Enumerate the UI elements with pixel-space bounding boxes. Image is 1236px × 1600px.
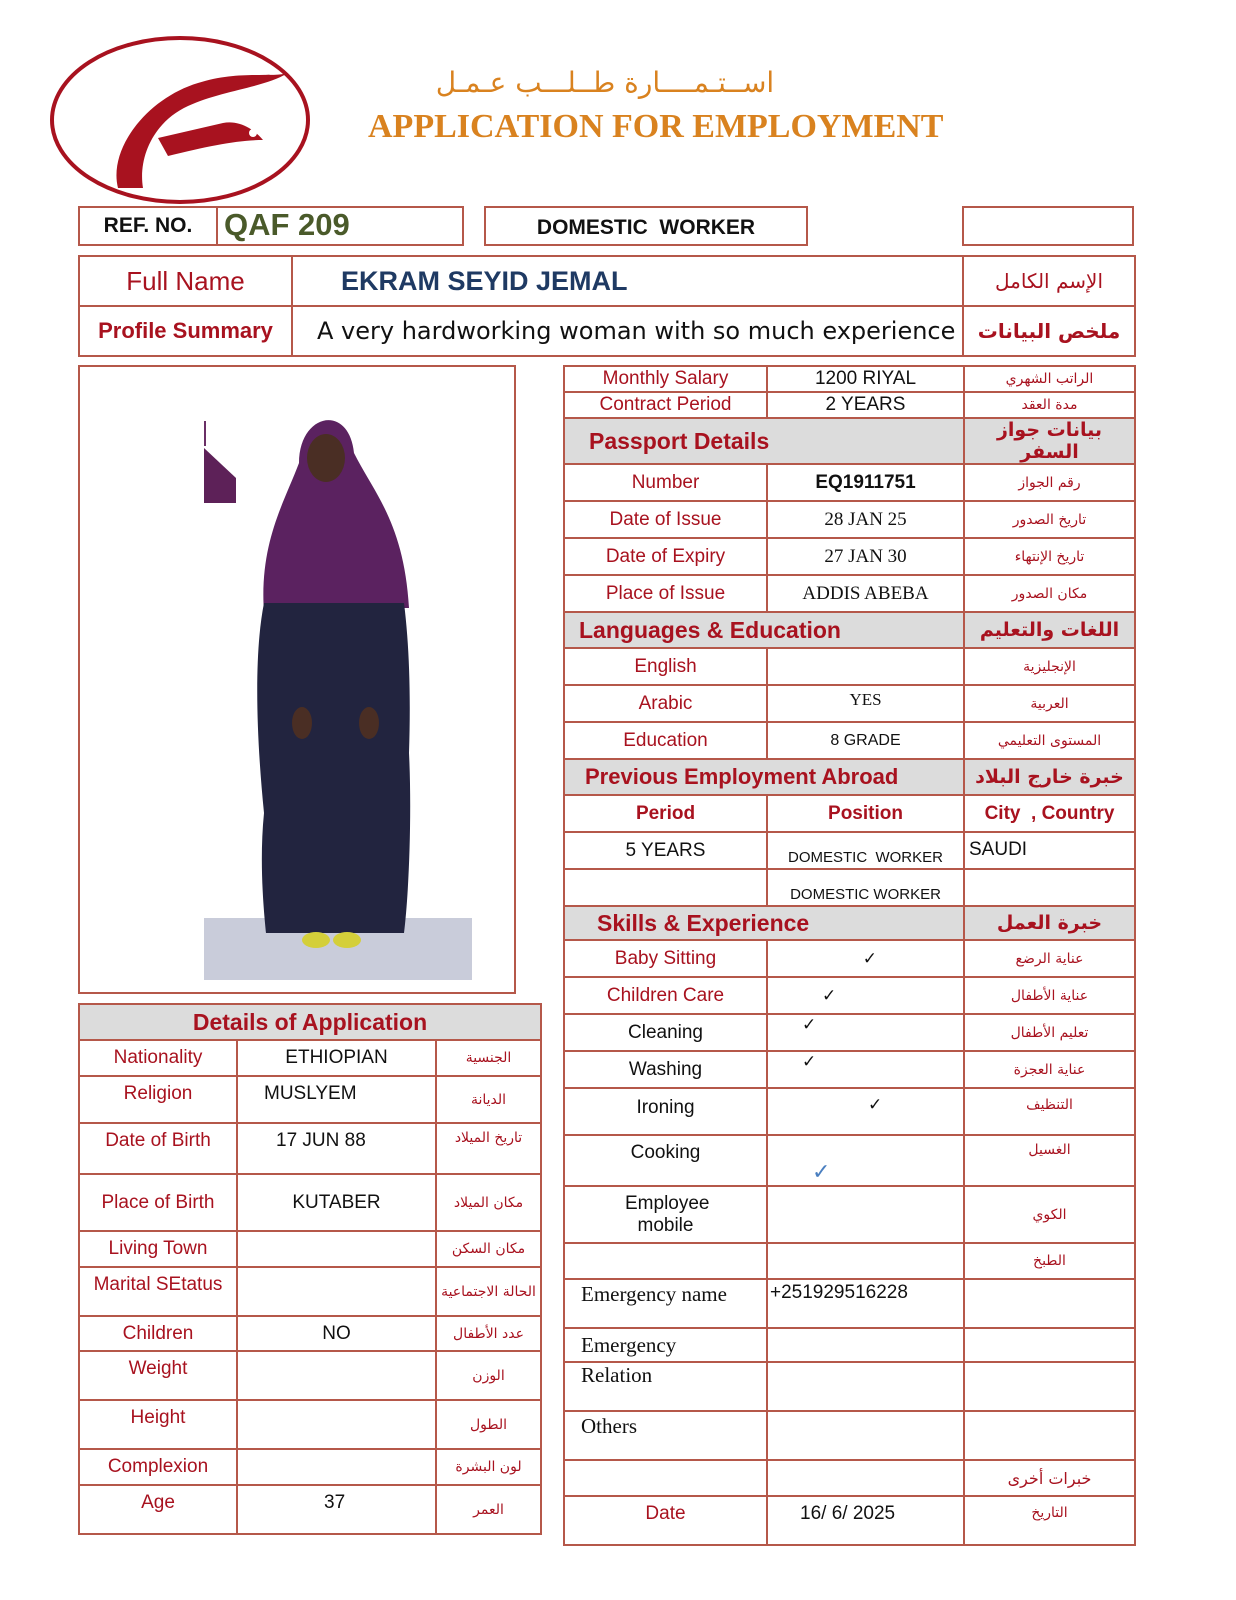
empty-box: [962, 206, 1134, 246]
weight-label: Weight: [79, 1351, 237, 1400]
passport-number-label: Number: [564, 464, 767, 501]
expiry-date-ar: تاريخ الإنتهاء: [964, 538, 1135, 575]
passport-number-ar: رقم الجواز: [964, 464, 1135, 501]
company-logo: [48, 28, 314, 208]
dob-label: Date of Birth: [79, 1123, 237, 1174]
living-town-value: [237, 1231, 436, 1267]
skill-cleaning: Cleaning: [564, 1014, 767, 1051]
profile-summary-label: Profile Summary: [79, 306, 292, 356]
nationality-label: Nationality: [79, 1040, 237, 1076]
education-value: 8 GRADE: [767, 722, 964, 759]
age-value: 37: [237, 1485, 436, 1534]
emergency-name-label: Emergency name: [564, 1279, 767, 1328]
religion-ar: الديانة: [436, 1076, 541, 1123]
nationality-value: ETHIOPIAN: [237, 1040, 436, 1076]
check-icon: ✓: [767, 1051, 964, 1088]
languages-heading-ar: اللغات والتعليم: [964, 612, 1135, 648]
monthly-salary-ar: الراتب الشهري: [964, 366, 1135, 392]
employment-position-2: DOMESTIC WORKER: [767, 869, 964, 906]
employee-mobile-label: Employee mobile: [564, 1186, 767, 1243]
ref-label: REF. NO.: [80, 208, 218, 244]
skill-cooking-ar: الغسيل: [964, 1135, 1135, 1186]
title-arabic: اســتـمــــارة طــلـــب عـمـل: [435, 66, 775, 99]
check-icon: ✓: [767, 1135, 964, 1186]
skill-ironing: Ironing: [564, 1088, 767, 1135]
details-heading: Details of Application: [79, 1004, 541, 1040]
employment-position: DOMESTIC WORKER: [767, 832, 964, 869]
details-table: [78, 1003, 542, 1535]
skill-cleaning-ar: تعليم الأطفال: [964, 1014, 1135, 1051]
skills-heading-ar: خبرة العمل: [964, 906, 1135, 940]
blank-cell: [564, 1243, 767, 1279]
monthly-salary-value: 1200 RIYAL: [767, 366, 964, 392]
employment-heading-ar: خبرة خارج البلاد: [964, 759, 1135, 795]
full-name-value: EKRAM SEYID JEMAL: [292, 256, 963, 306]
arabic-value: YES: [767, 685, 964, 722]
ref-value: QAF 209: [224, 207, 350, 242]
age-ar: العمر: [436, 1485, 541, 1534]
employment-period: 5 YEARS: [564, 832, 767, 869]
employee-mobile-ar: الكوي: [964, 1186, 1135, 1243]
date-value: 16/ 6/ 2025: [767, 1496, 964, 1545]
complexion-label: Complexion: [79, 1449, 237, 1485]
full-name-label: Full Name: [79, 256, 292, 306]
blank-cell: [767, 1362, 964, 1411]
other-experience-ar: خبرات أخرى: [964, 1460, 1135, 1496]
issue-date-label: Date of Issue: [564, 501, 767, 538]
issue-date-value: 28 JAN 25: [767, 501, 964, 538]
skills-heading: Skills & Experience: [564, 906, 964, 940]
blank-cell: [964, 1328, 1135, 1362]
check-icon: ✓: [767, 940, 964, 977]
children-label: Children: [79, 1316, 237, 1351]
profile-summary-label-ar: ملخص البيانات: [963, 306, 1135, 356]
blank-cell: [964, 1279, 1135, 1328]
religion-value: MUSLYEM: [237, 1076, 436, 1123]
place-of-issue-label: Place of Issue: [564, 575, 767, 612]
marital-status-value: [237, 1267, 436, 1316]
skill-baby-sitting: Baby Sitting: [564, 940, 767, 977]
languages-heading: Languages & Education: [564, 612, 964, 648]
date-label: Date: [564, 1496, 767, 1545]
religion-label: Religion: [79, 1076, 237, 1123]
blank-cell: [767, 1243, 964, 1279]
blank-cell: [964, 1362, 1135, 1411]
col-country: City , Country: [964, 795, 1135, 832]
dob-value: 17 JUN 88: [237, 1123, 436, 1174]
place-of-birth-ar: مكان الميلاد: [436, 1174, 541, 1231]
weight-value: [237, 1351, 436, 1400]
complexion-ar: لون البشرة: [436, 1449, 541, 1485]
emergency-phone: +251929516228: [767, 1279, 964, 1328]
ref-box: [78, 206, 464, 246]
check-icon: ✓: [767, 977, 964, 1014]
contract-period-value: 2 YEARS: [767, 392, 964, 418]
identity-table: [78, 255, 1136, 357]
marital-status-ar: الحالة الاجتماعية: [436, 1267, 541, 1316]
contract-period-ar: مدة العقد: [964, 392, 1135, 418]
passport-heading: Passport Details: [564, 418, 964, 464]
col-period: Period: [564, 795, 767, 832]
employment-country: SAUDI: [964, 832, 1135, 869]
english-value: [767, 648, 964, 685]
job-title-box: [484, 206, 808, 246]
photo-frame: [78, 365, 516, 994]
employment-period-2: [564, 869, 767, 906]
blank-cell: [767, 1411, 964, 1460]
monthly-salary-label: Monthly Salary: [564, 366, 767, 392]
education-label: Education: [564, 722, 767, 759]
complexion-value: [237, 1449, 436, 1485]
relation-label: Relation: [564, 1362, 767, 1411]
skill-ironing-ar: التنظيف: [964, 1088, 1135, 1135]
height-label: Height: [79, 1400, 237, 1449]
contract-period-label: Contract Period: [564, 392, 767, 418]
blank-cell: [564, 1460, 767, 1496]
english-ar: الإنجليزية: [964, 648, 1135, 685]
profile-summary-value: A very hardworking woman with so much experience: [292, 306, 963, 356]
check-icon: ✓: [767, 1088, 964, 1135]
applicant-photo: [204, 393, 474, 983]
marital-status-label: Marital SEtatus: [79, 1267, 237, 1316]
living-town-label: Living Town: [79, 1231, 237, 1267]
height-ar: الطول: [436, 1400, 541, 1449]
skill-children-care: Children Care: [564, 977, 767, 1014]
place-of-issue-value: ADDIS ABEBA: [767, 575, 964, 612]
employment-heading: Previous Employment Abroad: [564, 759, 964, 795]
blank-cell: [964, 1411, 1135, 1460]
col-position: Position: [767, 795, 964, 832]
blank-cell: [767, 1328, 964, 1362]
right-info-table: [563, 365, 1136, 1546]
arabic-ar: العربية: [964, 685, 1135, 722]
date-ar: التاريخ: [964, 1496, 1135, 1545]
place-of-birth-label: Place of Birth: [79, 1174, 237, 1231]
english-label: English: [564, 648, 767, 685]
arabic-label: Arabic: [564, 685, 767, 722]
height-value: [237, 1400, 436, 1449]
passport-number-value: EQ1911751: [767, 464, 964, 501]
living-town-ar: مكان السكن: [436, 1231, 541, 1267]
expiry-date-label: Date of Expiry: [564, 538, 767, 575]
skill-washing: Washing: [564, 1051, 767, 1088]
age-label: Age: [79, 1485, 237, 1534]
emergency-label: Emergency: [564, 1328, 767, 1362]
weight-ar: الوزن: [436, 1351, 541, 1400]
issue-date-ar: تاريخ الصدور: [964, 501, 1135, 538]
others-label: Others: [564, 1411, 767, 1460]
skill-cooking: Cooking: [564, 1135, 767, 1186]
children-ar: عدد الأطفال: [436, 1316, 541, 1351]
title-english: APPLICATION FOR EMPLOYMENT: [368, 108, 944, 145]
skill-washing-ar: عناية العجزة: [964, 1051, 1135, 1088]
children-value: NO: [237, 1316, 436, 1351]
employee-mobile-value: [767, 1186, 964, 1243]
skill-baby-sitting-ar: عناية الرضع: [964, 940, 1135, 977]
skill-children-care-ar: عناية الأطفال: [964, 977, 1135, 1014]
check-icon: ✓: [767, 1014, 964, 1051]
nationality-ar: الجنسية: [436, 1040, 541, 1076]
passport-heading-ar: بيانات جواز السفر: [964, 418, 1135, 464]
cooking-ar: الطبخ: [964, 1243, 1135, 1279]
dob-ar: تاريخ الميلاد: [436, 1123, 541, 1174]
employment-country-2: [964, 869, 1135, 906]
expiry-date-value: 27 JAN 30: [767, 538, 964, 575]
place-of-issue-ar: مكان الصدور: [964, 575, 1135, 612]
full-name-label-ar: الإسم الكامل: [963, 256, 1135, 306]
job-title: DOMESTIC WORKER: [536, 216, 756, 239]
education-ar: المستوى التعليمي: [964, 722, 1135, 759]
blank-cell: [767, 1460, 964, 1496]
place-of-birth-value: KUTABER: [237, 1174, 436, 1231]
